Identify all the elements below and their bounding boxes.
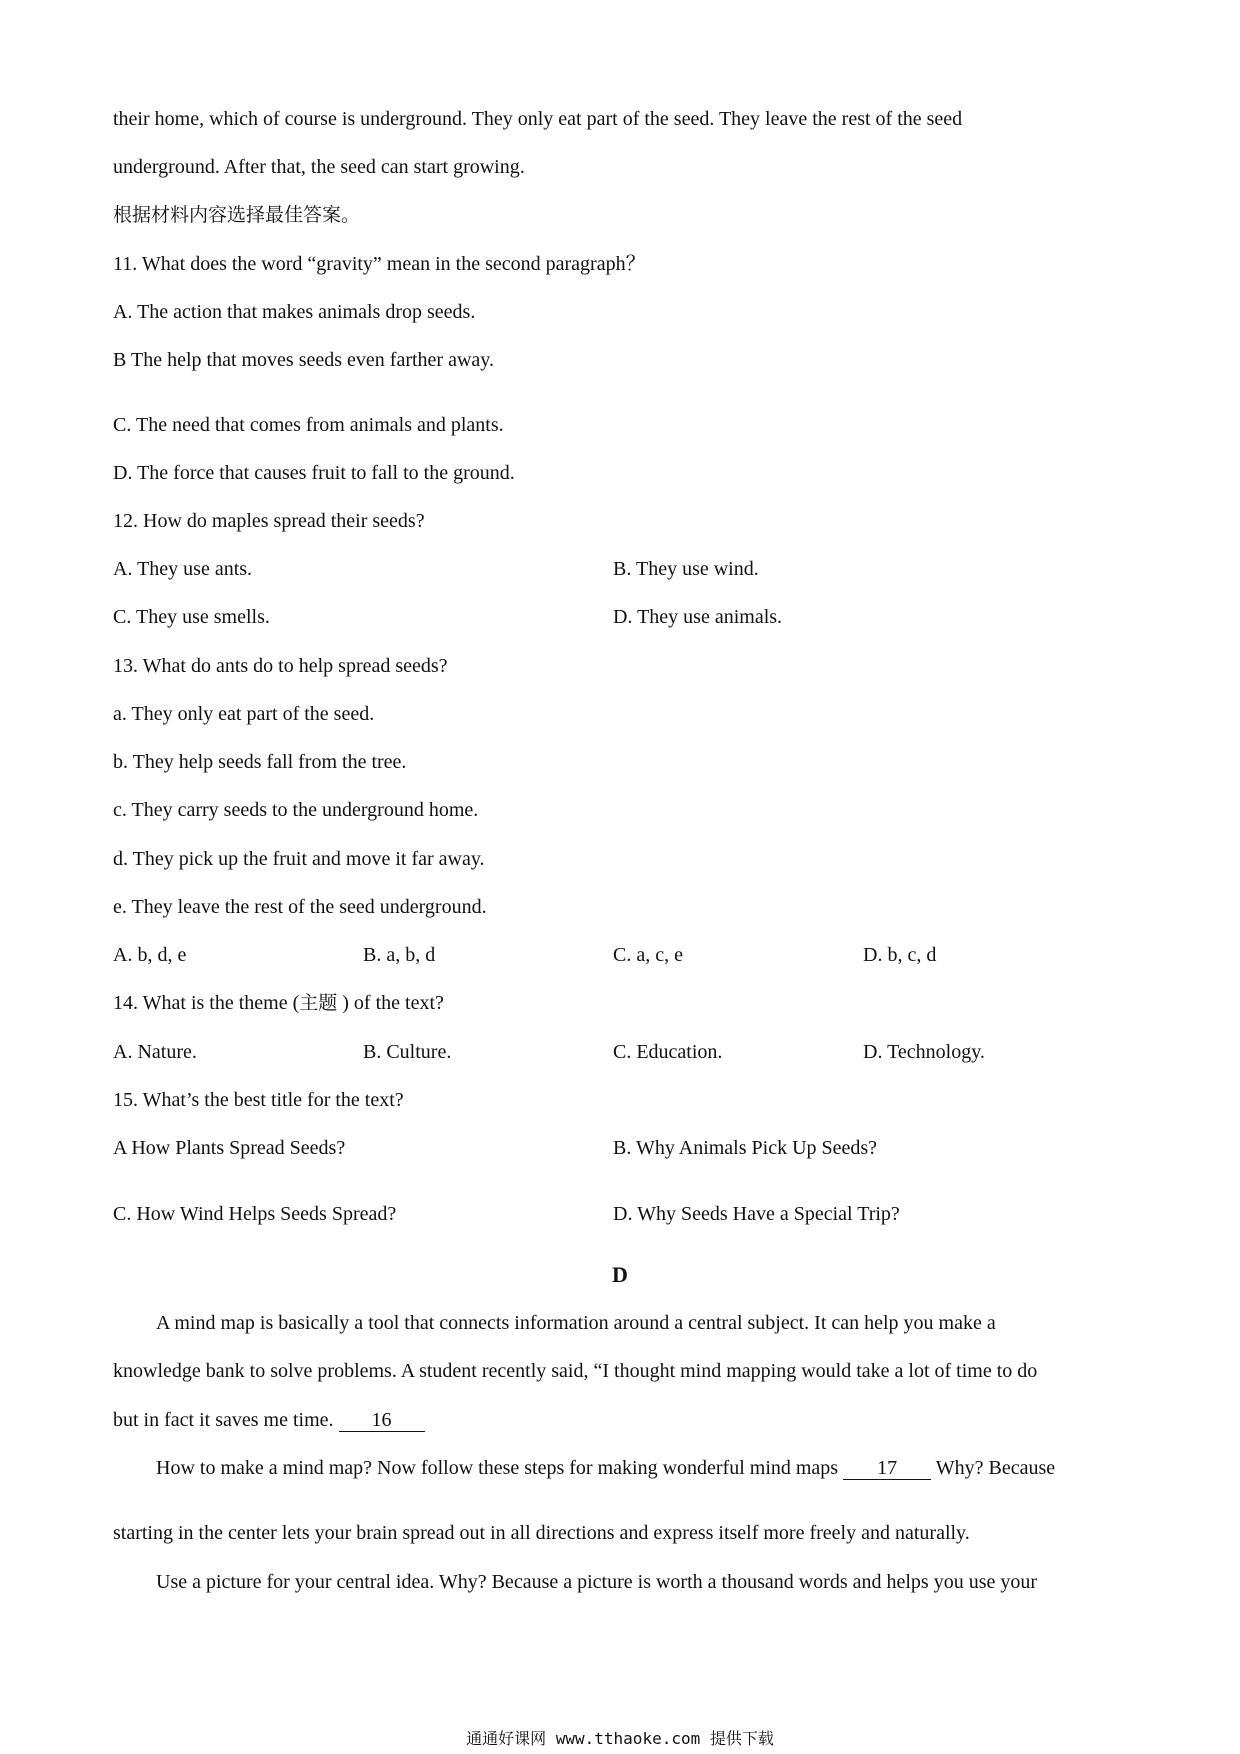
answer-blank-16[interactable]: 16 (339, 1409, 425, 1432)
question-14-option-a: A. Nature. (113, 1041, 197, 1063)
passage-text-line: their home, which of course is underground. They only eat part of the seed. They leave the rest of the seed (113, 108, 963, 130)
answer-blank-17[interactable]: 17 (843, 1457, 931, 1480)
question-14-option-b: B. Culture. (363, 1041, 452, 1063)
question-14-stem-cjk: 主题 (299, 992, 338, 1014)
question-13-item: a. They only eat part of the seed. (113, 703, 375, 725)
question-13-option-d: D. b, c, d (863, 944, 937, 966)
question-13-option-a: A. b, d, e (113, 944, 187, 966)
question-15-stem: 15. What’s the best title for the text? (113, 1089, 404, 1111)
section-d-text: How to make a mind map? Now follow these steps for making wonderful mind maps (156, 1457, 844, 1479)
question-11-stem: 11. What does the word “gravity” mean in the second paragraph？ (113, 253, 646, 275)
question-13-option-c: C. a, c, e (613, 944, 683, 966)
question-11-option-b: B The help that moves seeds even farther away. (113, 349, 494, 371)
question-12-stem: 12. How do maples spread their seeds? (113, 510, 425, 532)
section-d-heading: D (612, 1262, 628, 1287)
question-12-option-d: D. They use animals. (613, 606, 783, 628)
question-13-stem: 13. What do ants do to help spread seeds? (113, 655, 448, 677)
section-instruction: 根据材料内容选择最佳答案。 (113, 204, 361, 226)
section-d-paragraph-line: knowledge bank to solve problems. A student recently said, “I thought mind mapping would take a lot of time to do (113, 1360, 1038, 1382)
question-15-option-d: D. Why Seeds Have a Special Trip? (613, 1203, 900, 1225)
question-12-option-b: B. They use wind. (613, 558, 759, 580)
question-11-option-c: C. The need that comes from animals and plants. (113, 414, 504, 436)
section-d-paragraph-line (113, 1407, 1128, 1433)
section-d-paragraph-line: A mind map is basically a tool that connects information around a central subject. It can help you make a (156, 1312, 996, 1334)
question-14-option-d: D. Technology. (863, 1041, 985, 1063)
question-12-option-a: A. They use ants. (113, 558, 253, 580)
question-14-stem-text: 14. What is the theme ( (113, 992, 300, 1014)
question-14-stem-text: ) of the text? (337, 992, 444, 1014)
section-d-paragraph-line: starting in the center lets your brain spread out in all directions and express itself more freely and naturally. (113, 1522, 970, 1544)
question-13-option-b: B. a, b, d (363, 944, 436, 966)
question-13-item: b. They help seeds fall from the tree. (113, 751, 407, 773)
question-14-option-c: C. Education. (613, 1041, 723, 1063)
question-13-item: d. They pick up the fruit and move it far away. (113, 848, 485, 870)
question-13-item: c. They carry seeds to the underground home. (113, 799, 479, 821)
section-d-paragraph-line (156, 1455, 1171, 1481)
section-d-paragraph-line: Use a picture for your central idea. Why? Because a picture is worth a thousand words and helps you use your (156, 1571, 1038, 1593)
question-13-item: e. They leave the rest of the seed underground. (113, 896, 487, 918)
question-11-option-a: A. The action that makes animals drop seeds. (113, 301, 476, 323)
question-15-option-b: B. Why Animals Pick Up Seeds? (613, 1137, 878, 1159)
section-d-text: but in fact it saves me time. (113, 1409, 339, 1431)
question-11-option-d: D. The force that causes fruit to fall to the ground. (113, 462, 515, 484)
question-15-option-c: C. How Wind Helps Seeds Spread? (113, 1203, 397, 1225)
question-12-option-c: C. They use smells. (113, 606, 270, 628)
section-d-text: Why? Because (931, 1457, 1056, 1479)
page-footer: 通通好课网 www.tthaoke.com 提供下载 (466, 1729, 774, 1748)
question-14-stem (113, 990, 444, 1016)
question-15-option-a: A How Plants Spread Seeds? (113, 1137, 346, 1159)
passage-text-line: underground. After that, the seed can start growing. (113, 156, 525, 178)
